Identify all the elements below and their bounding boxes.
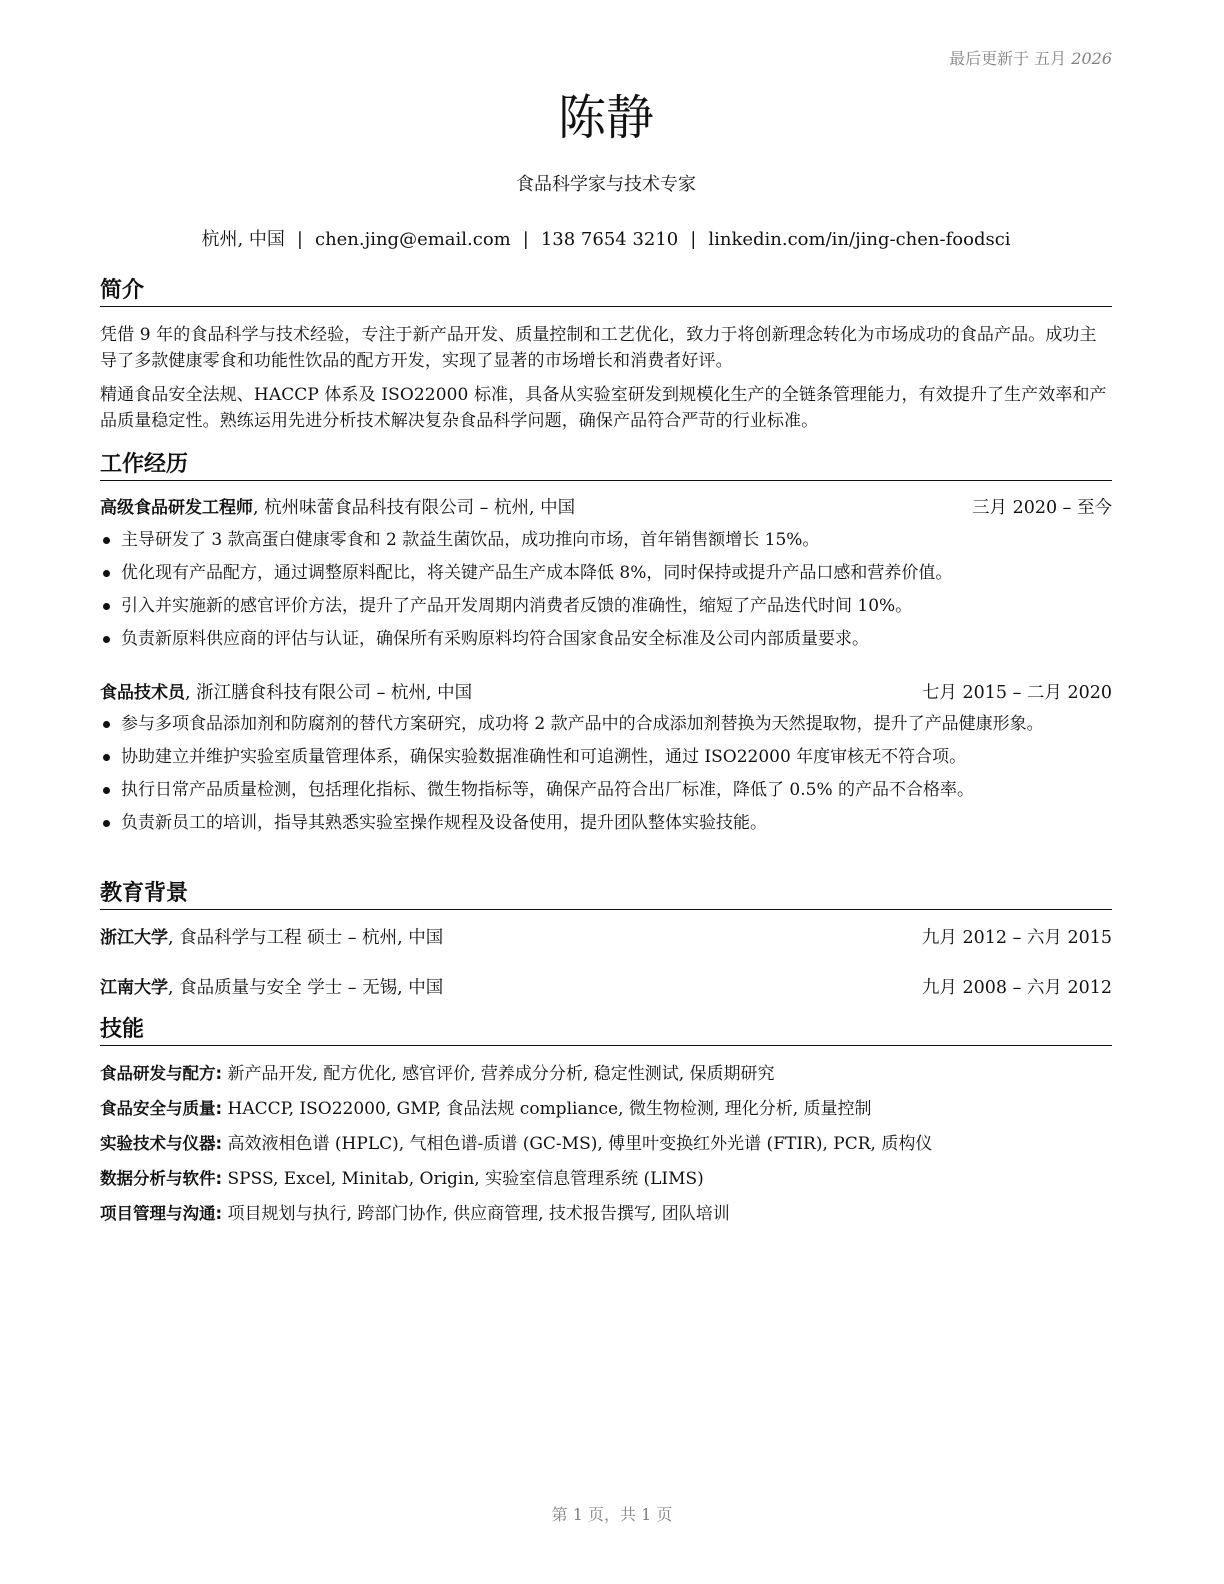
last-updated-month: 五月: [1034, 49, 1067, 68]
job-dates: 三月 2020 – 至今: [972, 498, 1112, 518]
section-title-summary: 简介: [100, 277, 1112, 307]
summary-paragraph: 精通食品安全法规、HACCP 体系及 ISO22000 标准，具备从实验室研发到规模化生产的全链条管理能力，有效提升了生产效率和产品质量稳定性。熟练运用先进分析技术解决复杂食品科学问题，确保产品符合严苛的行业标准。: [100, 385, 1107, 431]
education-item: [100, 975, 1112, 1001]
skill-row: [100, 1096, 1112, 1122]
skill-row: [100, 1166, 1112, 1192]
contact-line: [100, 225, 1112, 251]
job-header: [100, 680, 1112, 706]
skill-value: SPSS, Excel, Minitab, Origin, 实验室信息管理系统 (LIMS): [222, 1169, 704, 1189]
section-title-experience: 工作经历: [100, 451, 1112, 481]
education-school: 江南大学: [100, 978, 168, 998]
last-updated-year: 2026: [1071, 49, 1112, 68]
skill-label: 项目管理与沟通:: [100, 1204, 223, 1223]
contact-email[interactable]: chen.jing@email.com: [314, 229, 511, 250]
job-bullet: 协助建立并维护实验室质量管理体系，确保实验数据准确性和可追溯性，通过 ISO22000 年度审核无不符合项。: [100, 744, 1112, 770]
job-bullet: 负责新员工的培训，指导其熟悉实验室操作规程及设备使用，提升团队整体实验技能。: [100, 810, 1112, 836]
job-bullet: 执行日常产品质量检测，包括理化指标、微生物指标等，确保产品符合出厂标准，降低了 0.5% 的产品不合格率。: [100, 777, 1112, 803]
candidate-subtitle: 食品科学家与技术专家: [516, 174, 696, 195]
last-updated: [949, 46, 1112, 69]
job-position: 食品技术员: [100, 683, 185, 703]
skill-row: [100, 1201, 1112, 1227]
education-dates: 九月 2012 – 六月 2015: [921, 928, 1112, 948]
summary-paragraph: 凭借 9 年的食品科学与技术经验，专注于新产品开发、质量控制和工艺优化，致力于将创新理念转化为市场成功的食品产品。成功主导了多款健康零食和功能性饮品的配方开发，实现了显著的市场增长和消费者好评。: [100, 325, 1097, 371]
job-company: , 杭州味蕾食品科技有限公司 – 杭州, 中国: [253, 498, 576, 518]
skill-label: 食品研发与配方:: [100, 1064, 223, 1083]
skill-label: 实验技术与仪器:: [100, 1134, 223, 1153]
last-updated-label: 最后更新于: [949, 49, 1030, 68]
job-header: [100, 495, 1112, 521]
education-degree: , 食品科学与工程 硕士 – 杭州, 中国: [168, 928, 444, 948]
education-item: [100, 925, 1112, 951]
education-dates: 九月 2008 – 六月 2012: [921, 978, 1112, 998]
job-position: 高级食品研发工程师: [100, 498, 253, 518]
job-bullet: 参与多项食品添加剂和防腐剂的替代方案研究，成功将 2 款产品中的合成添加剂替换为天然提取物，提升了产品健康形象。: [100, 711, 1112, 737]
contact-separator: |: [522, 229, 529, 250]
job-heading: [100, 680, 472, 706]
contact-separator: |: [296, 229, 303, 250]
job-heading: [100, 495, 575, 521]
job-bullets: [100, 711, 1112, 843]
skill-label: 数据分析与软件:: [100, 1169, 223, 1188]
job-company: , 浙江膳食科技有限公司 – 杭州, 中国: [185, 683, 473, 703]
education-degree: , 食品质量与安全 学士 – 无锡, 中国: [168, 978, 444, 998]
job-bullet: 优化现有产品配方，通过调整原料配比，将关键产品生产成本降低 8%，同时保持或提升产品口感和营养价值。: [100, 560, 1112, 586]
page-footer: 第 1 页，共 1 页: [551, 1505, 673, 1524]
job-bullets: [100, 527, 1112, 659]
contact-location: 杭州, 中国: [201, 229, 285, 250]
job-dates: 七月 2015 – 二月 2020: [921, 683, 1112, 703]
skill-value: HACCP, ISO22000, GMP, 食品法规 compliance, 微生物检测, 理化分析, 质量控制: [222, 1099, 872, 1119]
education-heading: [100, 925, 443, 951]
skill-row: [100, 1061, 1112, 1087]
skill-value: 项目规划与执行, 跨部门协作, 供应商管理, 技术报告撰写, 团队培训: [222, 1204, 730, 1224]
section-title-education: 教育背景: [100, 880, 1112, 910]
education-heading: [100, 975, 443, 1001]
job-bullet: 主导研发了 3 款高蛋白健康零食和 2 款益生菌饮品，成功推向市场，首年销售额增长 15%。: [100, 527, 1112, 553]
skill-label: 食品安全与质量:: [100, 1099, 223, 1118]
skill-row: [100, 1131, 1112, 1157]
contact-linkedin[interactable]: linkedin.com/in/jing-chen-foodsci: [708, 229, 1011, 250]
contact-separator: |: [690, 229, 697, 250]
job-bullet: 引入并实施新的感官评价方法，提升了产品开发周期内消费者反馈的准确性，缩短了产品迭代时间 10%。: [100, 593, 1112, 619]
candidate-name: 陈静: [557, 90, 654, 146]
section-title-skills: 技能: [100, 1016, 1112, 1046]
skill-value: 新产品开发, 配方优化, 感官评价, 营养成分分析, 稳定性测试, 保质期研究: [222, 1064, 775, 1084]
contact-phone[interactable]: 138 7654 3210: [540, 229, 679, 250]
skill-value: 高效液相色谱 (HPLC), 气相色谱-质谱 (GC-MS), 傅里叶变换红外光谱 (FTIR), PCR, 质构仪: [222, 1134, 933, 1154]
job-bullet: 负责新原料供应商的评估与认证，确保所有采购原料均符合国家食品安全标准及公司内部质量要求。: [100, 626, 1112, 652]
education-school: 浙江大学: [100, 928, 168, 948]
